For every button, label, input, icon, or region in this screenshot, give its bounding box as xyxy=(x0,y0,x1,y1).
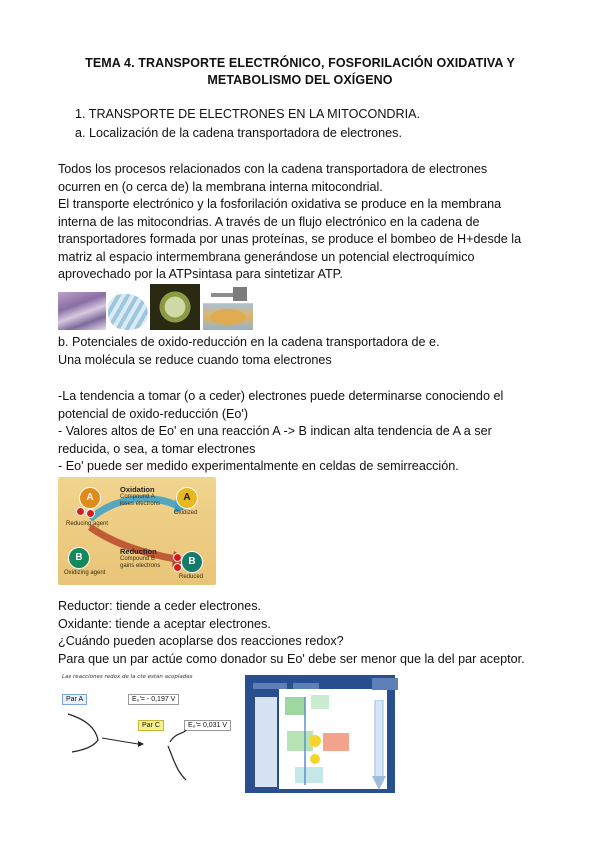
paragraph-line: - Valores altos de Eo' en una reacción A -> B indican alta tendencia de A a ser xyxy=(58,424,492,438)
subsection-heading: a. Localización de la cadena transportadora de electrones. xyxy=(75,126,402,140)
coupled-diagram-caption: Las reacciones redox de la cte están acopladas xyxy=(62,674,193,680)
paragraph-line: interna de las mitocondrias. A través de un flujo electrónico en la cadena de xyxy=(58,214,480,229)
mitochondria-illustration-image xyxy=(108,294,148,330)
paragraph-line: Para que un par actúe como donador su Eo' debe ser menor que la del par aceptor. xyxy=(58,651,525,666)
electron-dot xyxy=(76,507,85,516)
electron-dot xyxy=(173,553,182,562)
redox-diagram xyxy=(58,477,216,585)
chain-legend-box xyxy=(372,678,398,690)
paragraph-line: potencial de oxido-reducción (Eo') xyxy=(58,406,249,421)
coupled-redox-diagram xyxy=(58,672,248,790)
pair-c-label: Par C xyxy=(142,722,160,729)
paragraph-reductor-oxidante xyxy=(58,598,525,668)
pair-a-label: Par A xyxy=(66,696,84,703)
paragraph-line: ¿Cuándo pueden acoplarse dos reacciones redox? xyxy=(58,634,344,648)
paragraph-localizacion xyxy=(58,161,521,284)
subsection-b-line: Una molécula se reduce cuando toma electrones xyxy=(58,353,332,367)
pair-c-potential: E₀'= 0,031 V xyxy=(184,720,231,731)
oxidation-description: Compound A loses electrons xyxy=(120,494,161,507)
potential-gradient-arrow xyxy=(372,700,386,792)
section-heading: 1. TRANSPORTE DE ELECTRONES EN LA MITOCONDRIA. xyxy=(75,107,421,121)
paragraph-line: transportadores formada por unas proteínas, se produce el bombeo de H+desde la xyxy=(58,232,522,246)
gradient-arrow-svg xyxy=(372,700,386,792)
subsection-b-heading: b. Potenciales de oxido-reducción en la cadena transportadora de e. xyxy=(58,335,440,349)
oxidized-label: Oxidized xyxy=(174,510,198,516)
paragraph-line: Todos los procesos relacionados con la cadena transportadora de electrones xyxy=(58,162,488,176)
coupled-arrows-svg xyxy=(58,672,248,790)
paragraph-line: matriz al espacio intermembrana generándose un potencial electroquímico xyxy=(58,249,475,264)
electron-dot xyxy=(173,563,182,572)
paragraph-line: - Eo' puede ser medido experimentalmente en celdas de semirreacción. xyxy=(58,459,459,473)
title-line-1: TEMA 4. TRANSPORTE ELECTRÓNICO, FOSFORILACIÓN OXIDATIVA Y xyxy=(85,56,515,70)
paragraph-line: ocurren en (o cerca de) la membrana interna mitocondrial. xyxy=(58,179,383,194)
compound-b-oxidized-ball: B xyxy=(68,547,90,569)
oxidizing-agent-label: Oxidizing agent xyxy=(64,570,106,576)
reducing-agent-label: Reducing agent xyxy=(66,521,109,527)
paragraph-line: aprovechado por la ATPsintasa para sintetizar ATP. xyxy=(58,267,343,281)
mitochondria-micrograph-image xyxy=(58,292,106,330)
oxidation-title: Oxidation xyxy=(120,485,155,494)
pair-a-potential: E₀'= - 0,197 V xyxy=(128,694,179,705)
paragraph-potenciales xyxy=(58,388,503,476)
paragraph-line: Reductor: tiende a ceder electrones. xyxy=(58,599,262,613)
electron-dot xyxy=(86,509,95,518)
paragraph-line: Oxidante: tiende a aceptar electrones. xyxy=(58,616,271,631)
compound-a-oxidized-ball: A xyxy=(176,487,198,509)
reduction-title: Reduction xyxy=(120,547,157,556)
membrane-diagram-image xyxy=(203,285,253,330)
reduced-label: Reduced xyxy=(179,574,204,580)
paragraph-line: El transporte electrónico y la fosforilación oxidativa se produce en la membrana xyxy=(58,197,502,211)
paragraph-line: reducida, o sea, a tomar electrones xyxy=(58,441,256,456)
cell-micrograph-image xyxy=(150,284,200,330)
title-line-2: METABOLISMO DEL OXÍGENO xyxy=(207,73,393,87)
membrane-diagram-svg xyxy=(203,285,253,330)
document-title xyxy=(40,55,560,89)
paragraph-line: -La tendencia a tomar (o a ceder) electrones puede determinarse conociendo el xyxy=(58,389,504,403)
compound-a-reduced-ball: A xyxy=(79,487,101,509)
compound-b-reduced-ball: B xyxy=(181,551,203,573)
reduction-description: Compound B gains electrons xyxy=(120,556,161,569)
